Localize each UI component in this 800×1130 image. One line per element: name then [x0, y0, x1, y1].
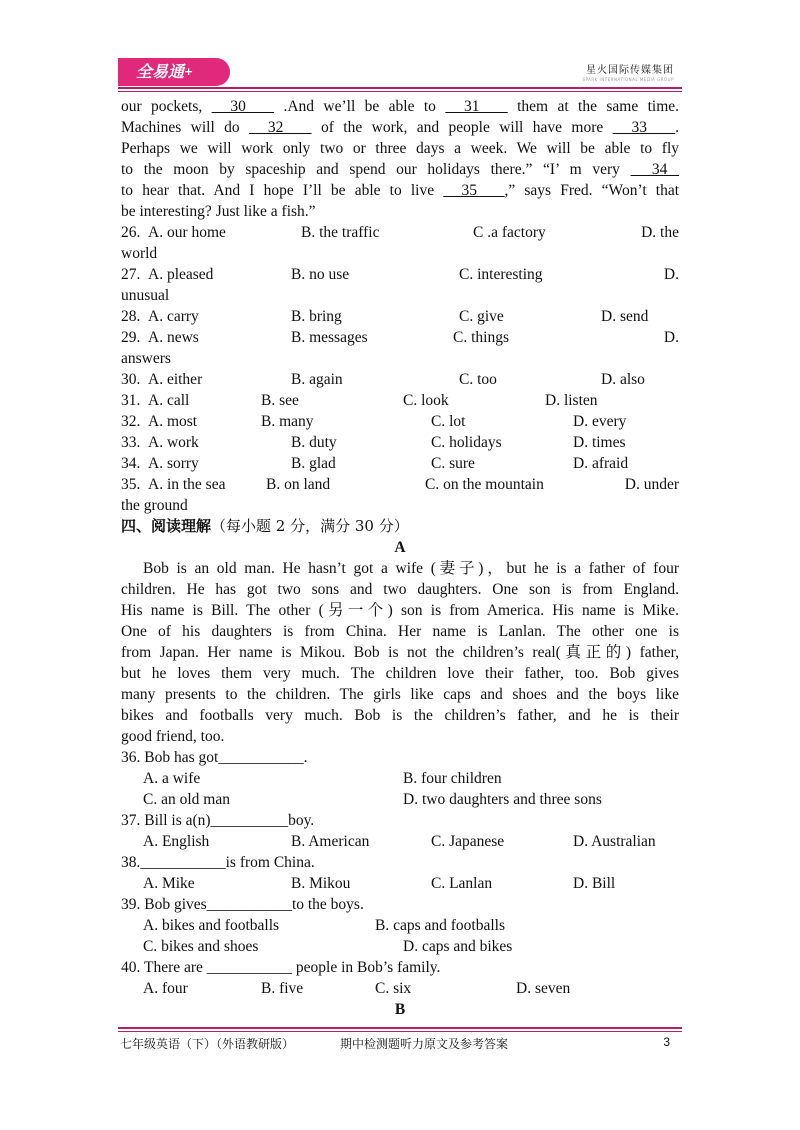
question-row — [121, 411, 679, 432]
option-c: C. an old man — [143, 791, 230, 808]
option-d: D. listen — [545, 392, 598, 409]
question-number: 31. — [121, 392, 141, 409]
answer-blank: 32 — [249, 119, 312, 136]
option-c: C. lot — [431, 413, 466, 430]
passage-a-line: from Japan. Her name is Mikou. Bob is not the children’s real(真正的) father, — [121, 644, 679, 661]
page-number: 3 — [663, 1035, 670, 1049]
cloze-passage — [121, 96, 679, 222]
option-b: B. duty — [291, 434, 337, 451]
question-stem — [121, 810, 679, 831]
options-row — [121, 831, 679, 852]
passage-a-line: children. He has got two sons and two daughters. One son is from England. — [121, 581, 679, 598]
option-a: A. bikes and footballs — [143, 917, 280, 934]
passage-text: be interesting? Just like a fish.” — [121, 203, 316, 220]
section-title: 四、阅读理解 — [121, 517, 212, 535]
passage-a-line: many presents to the children. The girls like caps and shoes and the boys like — [121, 686, 679, 703]
option-a: A. most — [148, 413, 198, 430]
answer-blank: 34 — [630, 161, 679, 178]
header-rule-thin — [118, 91, 682, 92]
option-d: D. — [663, 266, 679, 283]
header-rule — [118, 87, 682, 89]
option-a: A. English — [143, 833, 210, 850]
options-row — [121, 768, 679, 789]
option-c: C. things — [453, 329, 509, 346]
option-a: A. news — [148, 329, 199, 346]
option-d: D. two daughters and three sons — [403, 791, 602, 808]
option-b: B. no use — [291, 266, 350, 283]
part-b-label: B — [394, 1001, 406, 1018]
footer-book-title: 七年级英语（下）（外语教研版） — [120, 1037, 295, 1051]
question-row — [121, 453, 679, 474]
option-c: C. Japanese — [431, 833, 505, 850]
options-row — [121, 873, 679, 894]
stem-text: 40. There are — [121, 959, 207, 976]
option-b: B. five — [261, 980, 304, 997]
option-d: D. times — [573, 434, 626, 451]
option-d: D. Bill — [573, 875, 616, 892]
page-content — [121, 96, 679, 1020]
option-b: B. see — [261, 392, 299, 409]
option-b: B. four children — [403, 770, 502, 787]
question-row — [121, 390, 679, 411]
section-note: （每小题 2 分，满分 30 分） — [211, 517, 409, 535]
option-b: B. again — [291, 371, 343, 388]
option-a: A. four — [143, 980, 188, 997]
passage-text: ,” says Fred. “Won’t that — [504, 182, 680, 199]
option-a: A. a wife — [143, 770, 201, 787]
question-row — [121, 327, 679, 348]
option-c: C. on the mountain — [425, 476, 544, 493]
publisher-brand — [582, 61, 674, 82]
passage-line — [121, 159, 679, 180]
question-number: 26. — [121, 224, 141, 241]
option-b: B. many — [261, 413, 314, 430]
options-row — [121, 978, 679, 999]
answer-blank: 33 — [612, 119, 676, 136]
question-number: 28. — [121, 308, 141, 325]
option-a: A. in the sea — [148, 476, 226, 493]
option-b: B. American — [291, 833, 370, 850]
option-b: B. Mikou — [291, 875, 351, 892]
passage-text: Machines will do — [121, 119, 250, 136]
passage-text: them at the same time. — [507, 98, 680, 115]
option-a: A. sorry — [148, 455, 199, 472]
option-d: D. — [663, 329, 679, 346]
part-a-label: A — [394, 539, 406, 556]
stem-text: 39. Bob gives — [121, 896, 207, 913]
question-stem — [121, 747, 679, 768]
question-number: 30. — [121, 371, 141, 388]
option-d: D. also — [601, 371, 645, 388]
option-b: B. bring — [291, 308, 342, 325]
question-number: 33. — [121, 434, 141, 451]
option-d: D. caps and bikes — [403, 938, 513, 955]
option-a: A. our home — [148, 224, 226, 241]
option-a: A. call — [148, 392, 190, 409]
stem-text: 37. Bill is a(n) — [121, 812, 211, 829]
option-d: D. the — [641, 224, 679, 241]
option-d: D. Australian — [573, 833, 656, 850]
passage-line — [121, 138, 679, 159]
option-d: D. under — [624, 476, 679, 493]
answer-blank: 31 — [445, 98, 508, 115]
option-c: C. give — [459, 308, 504, 325]
option-wrap: the ground — [121, 497, 188, 514]
footer-rule-thin — [118, 1031, 682, 1032]
option-a: A. either — [148, 371, 203, 388]
stem-text: is from China. — [225, 854, 315, 871]
answer-blank: __________ — [210, 812, 289, 829]
option-b: B. glad — [291, 455, 336, 472]
passage-text: our pockets, — [121, 98, 212, 115]
passage-a-line: His name is Bill. The other (另一个) son is from America. His name is Mike. — [121, 602, 679, 619]
logo-text: 全易通 — [136, 62, 185, 81]
passage-text: Perhaps we will work only two or three days a week. We will be able to fly — [121, 140, 679, 157]
options-row — [121, 789, 679, 810]
answer-blank: 35 — [443, 182, 505, 199]
question-number: 35. — [121, 476, 141, 493]
option-c: C. Lanlan — [431, 875, 493, 892]
option-c: C. holidays — [431, 434, 502, 451]
passage-a-line: good friend, too. — [121, 728, 225, 745]
passage-a-line: but he loves them very much. The children love their father, too. Bob gives — [121, 665, 679, 682]
question-row — [121, 474, 679, 495]
option-d: D. send — [601, 308, 649, 325]
option-a: A. pleased — [148, 266, 214, 283]
question-number: 34. — [121, 455, 141, 472]
option-wrap: unusual — [121, 287, 170, 304]
option-wrap: answers — [121, 350, 171, 367]
publisher-name: 星火国际传媒集团 — [586, 65, 674, 76]
option-b: B. the traffic — [301, 224, 380, 241]
answer-blank: ___________ — [206, 959, 293, 976]
question-number: 27. — [121, 266, 141, 283]
passage-line — [121, 201, 679, 222]
passage-a-line: One of his daughters is from China. Her name is Lanlan. The other one is — [121, 623, 679, 640]
stem-text: 38. — [121, 854, 141, 871]
question-stem — [121, 852, 679, 873]
question-row — [121, 432, 679, 453]
options-row — [121, 915, 679, 936]
option-b: B. caps and footballs — [375, 917, 506, 934]
option-c: C. look — [403, 392, 449, 409]
page-header — [118, 56, 682, 88]
option-c: C. interesting — [459, 266, 543, 283]
question-row — [121, 222, 679, 243]
passage-text: of the work, and people will have more — [311, 119, 613, 136]
passage-line — [121, 96, 679, 117]
plus-icon: + — [184, 65, 194, 78]
answer-blank: ___________ — [140, 854, 226, 871]
publisher-name-en: SPARK INTERNATIONAL MEDIA GROUP — [582, 77, 674, 82]
passage-text: . — [675, 119, 680, 136]
option-a: A. Mike — [143, 875, 195, 892]
option-b: B. messages — [291, 329, 368, 346]
option-wrap: world — [121, 245, 158, 262]
passage-line — [121, 117, 679, 138]
option-a: A. carry — [148, 308, 199, 325]
reading-questions — [121, 747, 679, 999]
question-row — [121, 369, 679, 390]
footer-doc-title: 期中检测题听力原文及参考答案 — [340, 1037, 509, 1051]
answer-blank: ___________ — [218, 749, 304, 766]
passage-text: to hear that. And I hope I’ll be able to live — [121, 182, 444, 199]
option-a: A. work — [148, 434, 199, 451]
option-c: C. too — [459, 371, 497, 388]
question-number: 29. — [121, 329, 141, 346]
stem-text: . — [303, 749, 308, 766]
stem-text: people in Bob’s family. — [292, 959, 441, 976]
option-b: B. on land — [266, 476, 331, 493]
stem-text: 36. Bob has got — [121, 749, 219, 766]
answer-blank: ___________ — [206, 896, 292, 913]
option-d: D. afraid — [573, 455, 629, 472]
stem-text: to the boys. — [291, 896, 364, 913]
brand-logo — [118, 58, 230, 86]
question-number: 32. — [121, 413, 141, 430]
cloze-questions — [121, 222, 679, 516]
question-stem — [121, 894, 679, 915]
passage-line — [121, 180, 679, 201]
passage-text: .And we’ll be able to — [274, 98, 446, 115]
answer-blank: 30 — [211, 98, 275, 115]
option-c: C. six — [375, 980, 412, 997]
options-row — [121, 936, 679, 957]
option-d: D. every — [573, 413, 627, 430]
question-row — [121, 306, 679, 327]
question-row — [121, 264, 679, 285]
option-c: C. bikes and shoes — [143, 938, 259, 955]
passage-a-line: bikes and footballs very much. Bob is the children’s father, and he is their — [121, 707, 679, 724]
option-c: C. sure — [431, 455, 475, 472]
option-c: C .a factory — [473, 224, 546, 241]
reading-passage-a — [121, 558, 679, 747]
passage-a-line: Bob is an old man. He hasn’t got a wife (妻子)，but he is a father of four — [143, 560, 679, 577]
option-d: D. seven — [516, 980, 571, 997]
stem-text: boy. — [288, 812, 315, 829]
question-stem — [121, 957, 679, 978]
section-heading — [121, 516, 679, 537]
footer-rule — [118, 1027, 682, 1029]
passage-text: to the moon by spaceship and spend our holidays there.” “I’ m very — [121, 161, 631, 178]
